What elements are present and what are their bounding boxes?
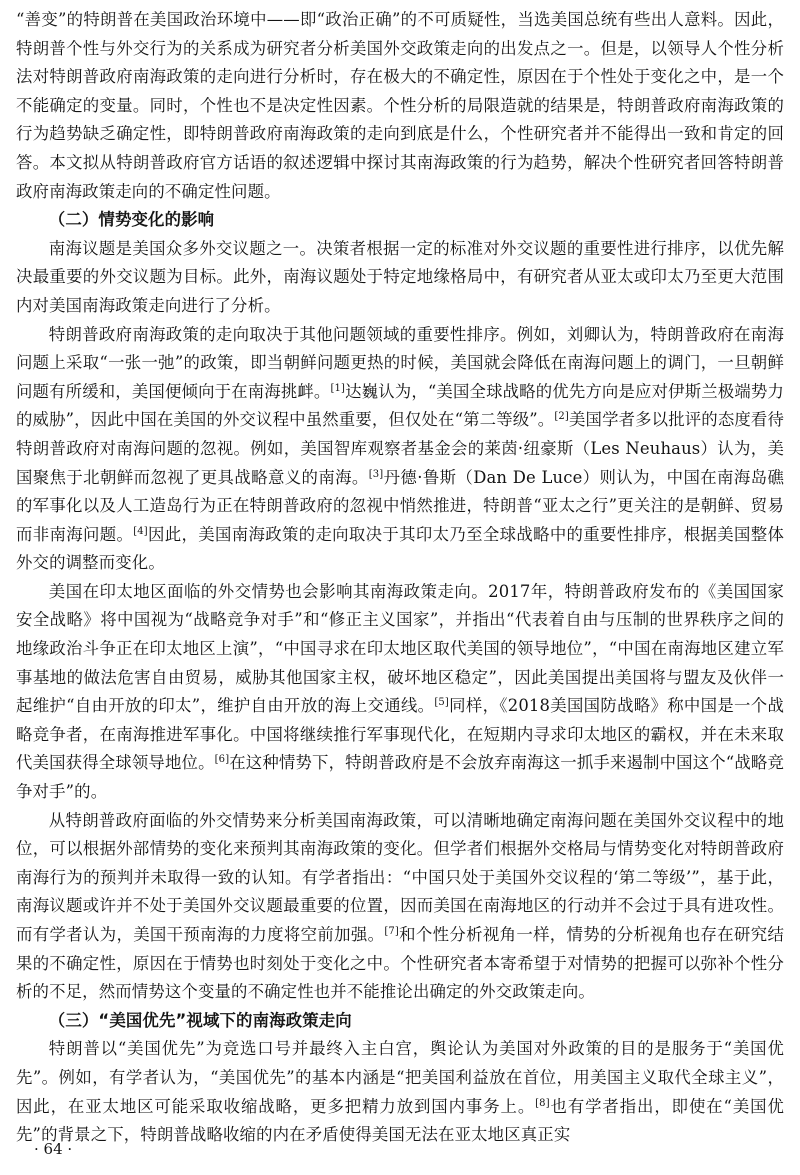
paragraph-indo-pacific-situation: 美国在印太地区面临的外交情势也会影响其南海政策走向。2017年，特朗普政府发布的《美国国家安全战略》将中国视为“战略竞争对手”和“修正主义国家”，并指出“代表着自由与压制的世界秩序之间的地缘政治斗争正在印太地区上演”，“中国寻求在印太地区取代美国的领导地位”，“中国在南海地区建立军事基地的做法危害自由贸易，威胁其他国家主权，破坏地区稳定”，因此美国提出美国将与盟友及伙伴一起维护“自由开放的印太”，维护自由开放的海上交通线。[5]同样，《2018美国国防战略》称中国是一个战略竞争者，在南海推进军事化。中国将继续推行军事现代化，在短期内寻求印太地区的霸权，并在未来取代美国获得全球领导地位。[6]在这种情势下，特朗普政府是不会放弃南海这一抓手来遏制中国这个“战略竞争对手”的。 — [16, 581, 784, 802]
section-heading-situation: （二）情势变化的影响 — [48, 210, 215, 230]
paragraph-south-china-sea-agenda: 南海议题是美国众多外交议题之一。决策者根据一定的标准对外交议题的重要性进行排序，以优先解决最重要的外交议题为目标。此外，南海议题处于特定地缘格局中，有研究者从亚太或印太乃至更大范围内对美国南海政策走向进行了分析。 — [16, 238, 784, 315]
paragraph-priority-ranking: 特朗普政府南海政策的走向取决于其他问题领域的重要性排序。例如，刘卿认为，特朗普政府在南海问题上采取“一张一弛”的政策，即当朝鲜问题更热的时候，美国就会降低在南海问题上的调门，一旦朝鲜问题有所缓和，美国便倾向于在南海挑衅。[1]达巍认为，“美国全球战略的优先方向是应对伊斯兰极端势力的威胁”，因此中国在美国的外交议程中虽然重要，但仅处在“第二等级”。[2]美国学者多以批评的态度看待特朗普政府对南海问题的忽视。例如，美国智库观察者基金会的莱茵·纽豪斯（Les Neuhaus）认为，美国聚焦于北朝鲜而忽视了更具战略意义的南海。[3]丹德·鲁斯（Dan De Luce）则认为，中国在南海岛礁的军事化以及人工造岛行为正在特朗普政府的忽视中悄然推进，特朗普“亚太之行”更关注的是朝鲜、贸易而非南海问题。[4]因此，美国南海政策的走向取决于其印太乃至全球战略中的重要性排序，根据美国整体外交的调整而变化。 — [16, 324, 785, 573]
citation-7: [7] — [384, 926, 399, 937]
citation-3: [3] — [368, 468, 384, 480]
citation-8: [8] — [535, 1097, 550, 1109]
paragraph-intro-continued: “善变”的特朗普在美国政治环境中——即“政治正确”的不可质疑性，当选美国总统有些出人意料。因此，特朗普个性与外交行为的关系成为研究者分析美国外交政策走向的出发点之一。但是，以领导人个性分析法对特朗普政府南海政策的走向进行分析时，存在极大的不确定性，原因在于个性处于变化之中，是一个不能确定的变量。同时，个性也不是决定性因素。个性分析的局限造就的结果是，特朗普政府南海政策的行为趋势缺乏确定性，即特朗普政府南海政策的走向到底是什么，个性研究者并不能得出一致和肯定的回答。本文拟从特朗普政府官方话语的叙述逻辑中探讨其南海政策的行为趋势，解决个性研究者回答特朗普政府南海政策走向的不确定性问题。 — [16, 10, 784, 201]
paragraph-america-first: 特朗普以“美国优先”为竞选口号并最终入主白宫，舆论认为美国对外政策的目的是服务于“美国优先”。例如，有学者认为，“美国优先”的基本内涵是“把美国利益放在首位，用美国主义取代全球主义”，因此，在亚太地区可能采取收缩战略，更多把精力放到国内事务上。[8]也有学者指出，即使在“美国优先”的背景之下，特朗普战略收缩的内在矛盾使得美国无法在亚太地区真正实 — [16, 1039, 784, 1145]
page-number: · 64 · — [34, 1140, 73, 1158]
paragraph-situation-uncertainty: 从特朗普政府面临的外交情势来分析美国南海政策，可以清晰地确定南海问题在美国外交议程中的地位，可以根据外部情势的变化来预判其南海政策的变化。但学者们根据外交格局与情势变化对特朗普政府南海行为的预判并未取得一致的认知。有学者指出：“中国只处于美国外交议程的‘第二等级’”，基于此，南海议题或许并不处于美国外交议题最重要的位置，因而美国在南海地区的行动并不会过于具有进攻性。而有学者认为，美国干预南海的力度将空前加强。[7]和个性分析视角一样，情势的分析视角也存在研究结果的不确定性，原因在于情势也时刻处于变化之中。个性研究者本寄希望于对情势的把握可以弥补个性分析的不足，然而情势这个变量的不确定性也并不能推论出确定的外交政策走向。 — [16, 810, 784, 1002]
citation-1: [1] — [330, 382, 346, 394]
citation-4: [4] — [133, 525, 148, 537]
citation-5: [5] — [434, 697, 449, 709]
citation-6: [6] — [214, 754, 230, 766]
citation-2: [2] — [554, 411, 569, 423]
article-body — [16, 6, 784, 1150]
section-heading-america-first: （三）“美国优先”视域下的南海政策走向 — [48, 1010, 352, 1030]
